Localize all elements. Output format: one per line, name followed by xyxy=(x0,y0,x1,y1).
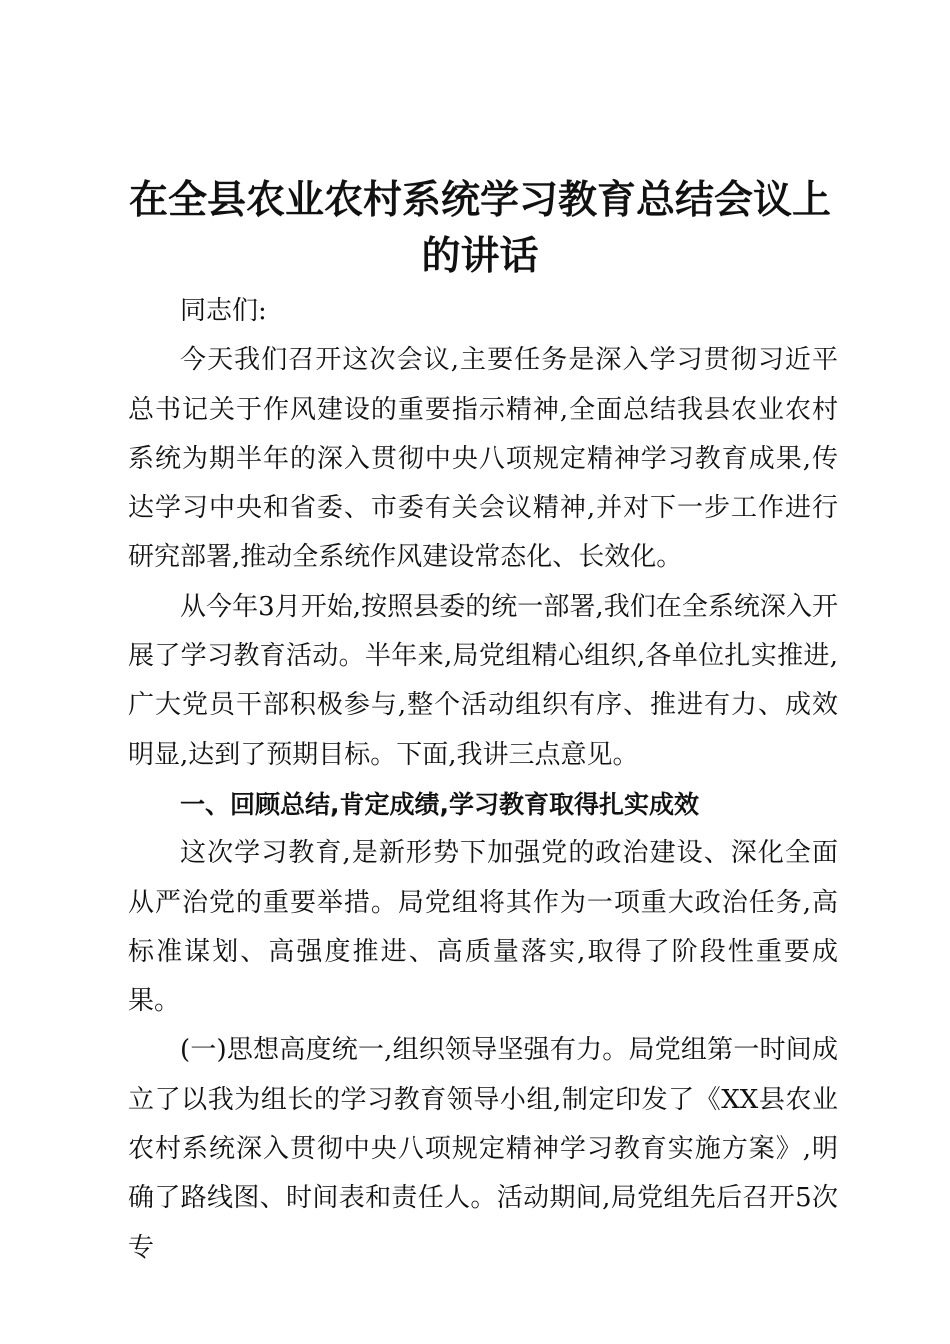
section-heading: 一、回顾总结,肯定成绩,学习教育取得扎实成效 xyxy=(180,789,699,819)
salutation: 同志们: xyxy=(180,296,267,326)
paragraph-background: 从今年3月开始,按照县委的统一部署,我们在全系统深入开展了学习教育活动。半年来,局党组精心组织,各单位扎实推进,广大党员干部积极参与,整个活动组织有序、推进有力、成效明显,达到了预期目标。下面,我讲三点意见。 xyxy=(128,591,838,770)
subsection-text: 局党组第一时间成立了以我为组长的学习教育领导小组,制定印发了《XX县农业农村系统深入贯彻中央八项规定精神学习教育实施方案》,明确了路线图、时间表和责任人。活动期间,局党组先后召开5次专 xyxy=(128,1035,838,1263)
document-title: 在全县农业农村系统学习教育总结会议上的讲话 xyxy=(128,177,831,279)
paragraph-intro: 今天我们召开这次会议,主要任务是深入学习贯彻习近平总书记关于作风建设的重要指示精神,全面总结我县农业农村系统为期半年的深入贯彻中央八项规定精神学习教育成果,传达学习中央和省委、市委有关会议精神,并对下一步工作进行研究部署,推动全系统作风建设常态化、长效化。 xyxy=(128,345,838,573)
document-body xyxy=(128,287,838,1273)
subsection-paragraph xyxy=(128,1026,838,1272)
section-paragraph: 这次学习教育,是新形势下加强党的政治建设、深化全面从严治党的重要举措。局党组将其作为一项重大政治任务,高标准谋划、高强度推进、高质量落实,取得了阶段性重要成果。 xyxy=(128,838,838,1017)
subsection-lead: (一)思想高度统一,组织领导坚强有力。 xyxy=(180,1035,629,1066)
